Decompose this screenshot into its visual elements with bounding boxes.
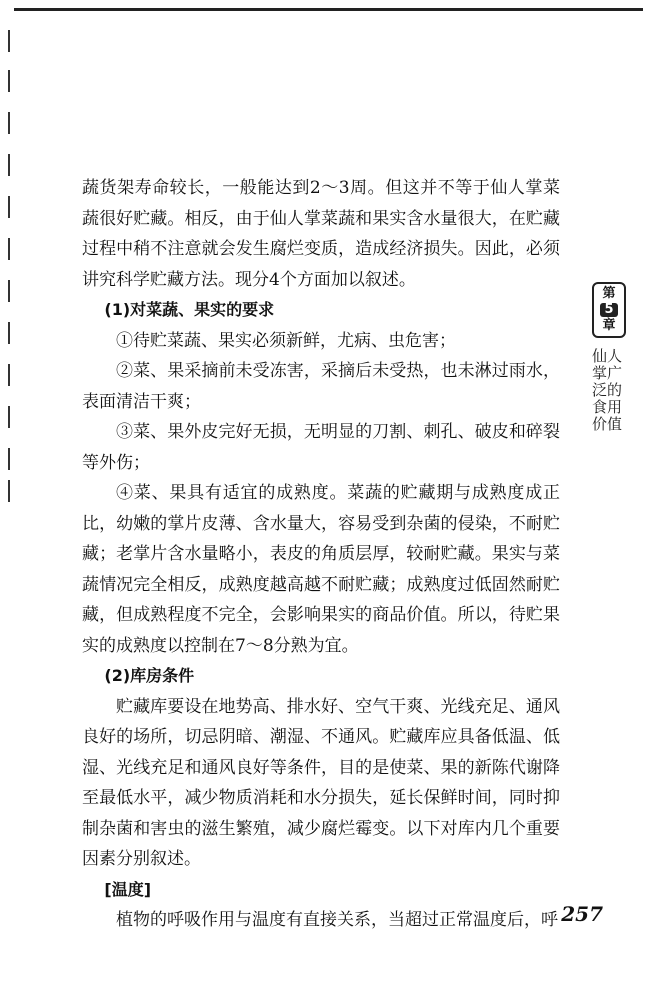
list-item-3: ③菜、果外皮完好无损，无明显的刀割、刺孔、破皮和碎裂等外伤； [82,422,560,473]
body-text [82,173,560,936]
list-item-4: ④菜、果具有适宜的成熟度。菜蔬的贮藏期与成熟度成正比，幼嫩的掌片皮薄、含水量大，容易受到杂菌的侵染，不耐贮藏；老掌片含水量略小，表皮的角质层厚，较耐贮藏。果实与菜蔬情况完全相反，成熟度越高越不耐贮藏；成熟度过低固然耐贮藏，但成熟程度不完全，会影响果实的商品价值。所以，待贮果实的成熟度以控制在7～8分熟为宜。 [82,483,560,656]
paragraph-continuation: 蔬货架寿命较长，一般能达到2～3周。但这并不等于仙人掌菜蔬很好贮藏。相反，由于仙人掌菜蔬和果实含水量很大，在贮藏过程中稍不注意就会发生腐烂变质，造成经济损失。因此，必须讲究科学贮藏方法。现分4个方面加以叙述。 [82,178,560,290]
top-rule [14,8,643,11]
list-item-2: ②菜、果采摘前未受冻害，采摘后未受热，也未淋过雨水，表面清洁干爽； [82,361,560,412]
chapter-label-bottom: 章 [602,318,616,333]
chapter-badge [592,282,626,338]
list-item-1: ①待贮菜蔬、果实必须新鲜，尤病、虫危害； [116,330,456,351]
subheading-temperature: [温度] [104,879,152,899]
paragraph-temperature: 植物的呼吸作用与温度有直接关系，当超过正常温度后，呼 [116,910,558,930]
left-margin-marks [8,30,12,500]
chapter-number: 5 [600,303,618,317]
section-heading-requirements: (1)对菜蔬、果实的要求 [104,300,275,319]
chapter-title: 仙人掌广泛的食用价值 [592,347,623,433]
page-number: 257 [561,902,603,926]
chapter-label-top: 第 [602,286,616,301]
chapter-side-tab [592,282,626,433]
section-heading-storage-conditions: (2)库房条件 [104,666,195,685]
paragraph-storage: 贮藏库要设在地势高、排水好、空气干爽、光线充足、通风良好的场所，切忌阴暗、潮湿、不通风。贮藏库应具备低温、低湿、光线充足和通风良好等条件，目的是使菜、果的新陈代谢降至最低水平，减少物质消耗和水分损失，延长保鲜时间，同时抑制杂菌和害虫的滋生繁殖，减少腐烂霉变。以下对库内几个重要因素分别叙述。 [82,696,560,869]
